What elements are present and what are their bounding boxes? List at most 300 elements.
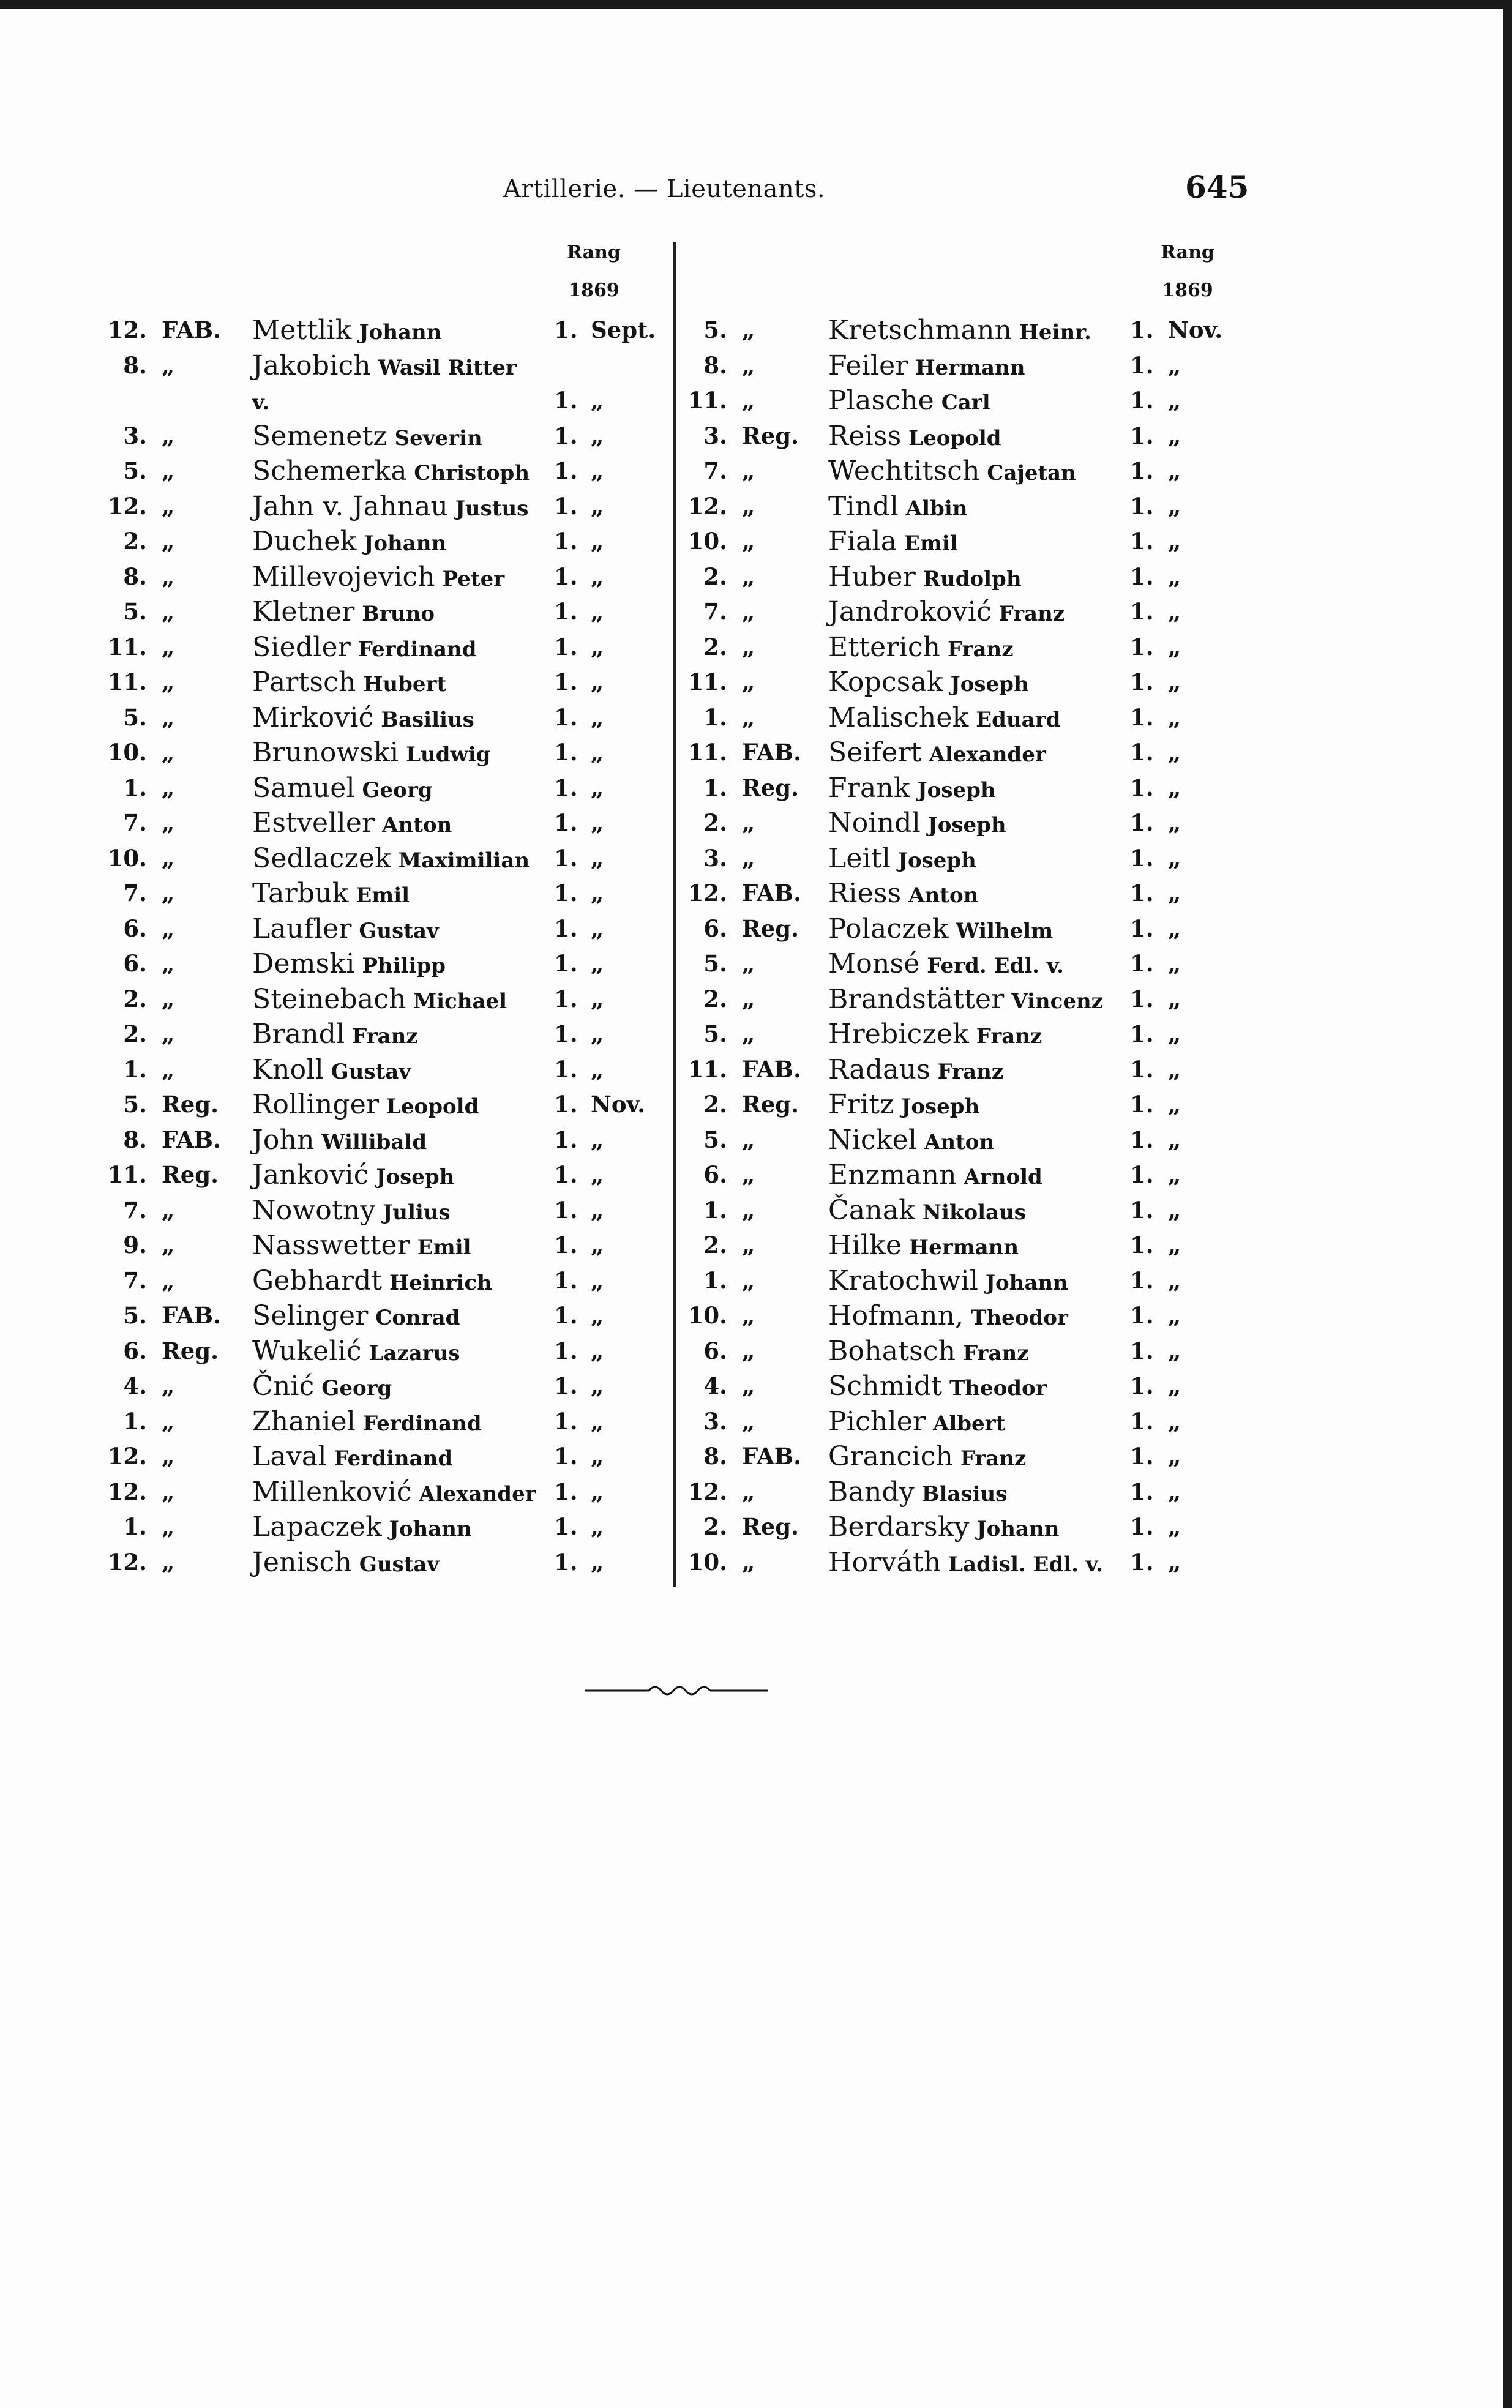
- surname: Hilke: [828, 1230, 902, 1261]
- rank-day: 1.: [1130, 1443, 1154, 1470]
- officer-entry: [98, 735, 722, 771]
- unit-type: „: [162, 528, 175, 555]
- officer-entry: [98, 982, 722, 1017]
- regiment-number: 5.: [123, 1091, 147, 1118]
- surname: Jakobich: [252, 350, 371, 381]
- unit-type: „: [162, 457, 175, 484]
- unit-type: „: [162, 985, 175, 1012]
- unit-type: „: [742, 1266, 755, 1294]
- officer-entry: [678, 348, 1303, 384]
- officer-entry: [678, 524, 1303, 559]
- officer-name: [828, 1228, 1019, 1266]
- rank-day: 1.: [1130, 528, 1154, 555]
- rank-day: 1.: [1130, 703, 1154, 731]
- given-name: Joseph: [901, 1094, 980, 1119]
- rank-month: „: [1168, 1196, 1181, 1224]
- regiment-number: 2.: [123, 985, 147, 1012]
- rank-month: „: [1168, 1161, 1181, 1188]
- unit-type: „: [742, 633, 755, 660]
- given-name: Justus: [455, 496, 529, 521]
- rank-day: 1.: [554, 880, 578, 907]
- unit-type: „: [162, 1443, 175, 1470]
- officer-name: [828, 1298, 1068, 1336]
- rank-month: „: [591, 1196, 604, 1224]
- surname: Mirković: [252, 701, 374, 733]
- surname: Feiler: [828, 350, 908, 381]
- officer-entry: [98, 524, 722, 559]
- unit-type: „: [742, 492, 755, 520]
- officer-name: [828, 1475, 1007, 1512]
- unit-type: FAB.: [162, 1126, 221, 1153]
- officer-name: [252, 1052, 411, 1090]
- given-name: Franz: [352, 1024, 418, 1049]
- rank-month: „: [1168, 1513, 1181, 1540]
- officer-entry: [98, 1087, 722, 1123]
- surname: Duchek: [252, 526, 357, 557]
- surname: Hofmann,: [828, 1300, 964, 1331]
- regiment-number: 6.: [123, 1337, 147, 1364]
- officer-entry: [98, 1228, 722, 1263]
- officer-entry: [98, 1545, 722, 1580]
- rank-month: „: [591, 1126, 604, 1153]
- surname: Čnić: [252, 1370, 315, 1402]
- surname: Laufler: [252, 913, 352, 944]
- rank-day: 1.: [1130, 1020, 1154, 1047]
- regiment-number: 12.: [107, 1478, 147, 1505]
- rank-day: 1.: [554, 1161, 578, 1188]
- officer-name: [252, 771, 433, 809]
- officer-entry: [678, 946, 1303, 982]
- surname: Monsé: [828, 948, 920, 979]
- given-name: Hermann: [908, 1235, 1019, 1260]
- regiment-number: 5.: [703, 316, 727, 343]
- unit-type: FAB.: [742, 1443, 801, 1470]
- rank-month: „: [1168, 1407, 1181, 1435]
- unit-type: „: [162, 880, 175, 907]
- surname: Samuel: [252, 772, 355, 804]
- surname: Nasswetter: [252, 1230, 411, 1261]
- rank-month: „: [591, 950, 604, 977]
- rank-day: 1.: [554, 668, 578, 695]
- regiment-number: 5.: [123, 457, 147, 484]
- running-title: Artillerie. — Lieutenants.: [503, 175, 826, 203]
- regiment-number: 7.: [703, 457, 727, 484]
- rank-day: 1.: [554, 1372, 578, 1399]
- rank-day: 1.: [1130, 668, 1154, 695]
- officer-name: [252, 630, 477, 668]
- rank-month: „: [591, 774, 604, 801]
- rank-day: 1.: [1130, 985, 1154, 1012]
- officer-entry: [678, 876, 1303, 911]
- surname: Zhaniel: [252, 1405, 356, 1437]
- officer-entry: [98, 946, 722, 982]
- regiment-number: 2.: [703, 563, 727, 590]
- rank-month: „: [591, 422, 604, 449]
- unit-type: „: [162, 809, 175, 836]
- officer-name: [828, 982, 1103, 1020]
- officer-entry: [98, 313, 722, 348]
- rank-month: „: [591, 387, 604, 414]
- regiment-number: 4.: [123, 1372, 147, 1399]
- officer-entry: [98, 489, 722, 525]
- surname: Leitl: [828, 842, 891, 874]
- officer-name: [828, 1193, 1026, 1231]
- surname: Jandroković: [828, 596, 992, 627]
- surname: Etterich: [828, 631, 941, 663]
- officer-entry: [678, 982, 1303, 1017]
- unit-type: „: [162, 1020, 175, 1047]
- rank-month: „: [1168, 703, 1181, 731]
- rank-day: 1.: [1130, 1302, 1154, 1329]
- unit-type: FAB.: [162, 316, 221, 343]
- surname: Wukelić: [252, 1335, 362, 1367]
- unit-type: „: [162, 914, 175, 942]
- regiment-number: 4.: [703, 1372, 727, 1399]
- regiment-number: 12.: [107, 316, 147, 343]
- regiment-number: 2.: [703, 1513, 727, 1540]
- rank-day: 1.: [1130, 809, 1154, 836]
- regiment-number: 5.: [123, 703, 147, 731]
- rank-month: „: [591, 492, 604, 520]
- surname: Bohatsch: [828, 1335, 956, 1367]
- officer-name: [252, 1545, 439, 1583]
- rank-day: 1.: [554, 1232, 578, 1258]
- officer-entry: [98, 348, 722, 384]
- officer-name: [828, 1545, 1103, 1583]
- rank-month: „: [591, 1548, 604, 1576]
- rank-day: 1.: [554, 1513, 578, 1540]
- officer-entry: [678, 1052, 1303, 1088]
- rank-day: 1.: [1130, 1407, 1154, 1435]
- unit-type: „: [162, 1232, 175, 1258]
- regiment-number: 3.: [703, 422, 727, 449]
- surname: Polaczek: [828, 913, 949, 944]
- surname: Kretschmann: [828, 315, 1012, 346]
- regiment-number: 2.: [123, 1020, 147, 1047]
- officer-entry: [678, 1545, 1303, 1580]
- rank-day: 1.: [1130, 422, 1154, 449]
- officer-name: [252, 1087, 479, 1125]
- regiment-number: 2.: [703, 985, 727, 1012]
- officer-name: [252, 1228, 471, 1266]
- surname: Kopcsak: [828, 667, 943, 698]
- officer-entry: [98, 630, 722, 665]
- given-name: Severin: [394, 425, 482, 451]
- rank-month: „: [1168, 739, 1181, 766]
- rank-day: 1.: [1130, 563, 1154, 590]
- officer-name: [828, 348, 1025, 386]
- regiment-number: 6.: [703, 914, 727, 942]
- rank-month: „: [591, 1372, 604, 1399]
- unit-type: „: [162, 668, 175, 695]
- rank-month: „: [591, 1266, 604, 1294]
- rank-month: „: [1168, 351, 1181, 379]
- surname: Mettlik: [252, 315, 352, 346]
- given-name: Hermann: [915, 355, 1025, 380]
- unit-type: Reg.: [742, 1091, 799, 1118]
- officer-entry: [678, 806, 1303, 841]
- officer-entry: [678, 1193, 1303, 1228]
- rank-day: 1.: [1130, 1548, 1154, 1576]
- officer-name: [828, 1334, 1029, 1372]
- regiment-number: 1.: [123, 1513, 147, 1540]
- rank-month: „: [1168, 1337, 1181, 1364]
- given-name: Ferdinand: [362, 1411, 482, 1436]
- regiment-number: 7.: [123, 1266, 147, 1294]
- rank-month: „: [1168, 492, 1181, 520]
- rank-day: 1.: [1130, 1513, 1154, 1540]
- officer-entry: [98, 383, 722, 419]
- left-column: [98, 313, 722, 1580]
- surname: Steinebach: [252, 983, 406, 1015]
- given-name: Ferdinand: [334, 1446, 453, 1471]
- rang-label: Rang: [1161, 242, 1214, 263]
- officer-name: [828, 735, 1046, 773]
- regiment-number: 3.: [123, 422, 147, 449]
- given-name: Johann: [976, 1517, 1060, 1541]
- rang-header-right: [1151, 234, 1224, 310]
- rank-day: 1.: [554, 1266, 578, 1294]
- officer-entry: [98, 841, 722, 877]
- rank-day: 1.: [1130, 1337, 1154, 1364]
- regiment-number: 5.: [703, 1126, 727, 1153]
- rank-day: 1.: [1130, 457, 1154, 484]
- regiment-number: 8.: [123, 351, 147, 379]
- unit-type: „: [162, 739, 175, 766]
- unit-type: „: [162, 1266, 175, 1294]
- rank-day: 1.: [554, 633, 578, 660]
- rank-month: „: [591, 985, 604, 1012]
- rank-month: „: [591, 598, 604, 625]
- surname: Millevojevich: [252, 561, 435, 593]
- officer-entry: [98, 1475, 722, 1510]
- rank-day: 1.: [554, 422, 578, 449]
- rank-day: 1.: [554, 1091, 578, 1118]
- surname: Reiss: [828, 420, 902, 452]
- given-name: Albin: [905, 496, 968, 521]
- rang-year: 1869: [568, 280, 619, 301]
- rank-day: 1.: [1130, 351, 1154, 379]
- officer-name: [252, 1404, 482, 1442]
- surname: Sedlaczek: [252, 842, 391, 874]
- unit-type: „: [742, 1407, 755, 1435]
- officer-name: [828, 524, 958, 562]
- regiment-number: 10.: [687, 528, 727, 555]
- surname: Brandl: [252, 1019, 345, 1050]
- rank-month: „: [591, 1302, 604, 1329]
- given-name: Vincenz: [1011, 989, 1103, 1014]
- officer-name: [252, 454, 530, 492]
- regiment-number: 12.: [687, 1478, 727, 1505]
- officer-entry: [678, 700, 1303, 736]
- rank-month: „: [1168, 457, 1181, 484]
- given-name: Joseph: [897, 848, 976, 873]
- officer-name: [828, 946, 1064, 984]
- unit-type: „: [742, 598, 755, 625]
- officer-name: [828, 630, 1014, 668]
- given-name: Maximilian: [398, 848, 530, 873]
- surname: Plasche: [828, 385, 934, 416]
- officer-name: [252, 383, 269, 421]
- unit-type: „: [742, 703, 755, 731]
- given-name: Philipp: [362, 954, 446, 978]
- given-name: Basilius: [381, 707, 474, 732]
- officer-entry: [98, 665, 722, 700]
- unit-type: „: [162, 950, 175, 977]
- rank-month: „: [591, 914, 604, 942]
- surname: Siedler: [252, 631, 351, 663]
- rank-month: „: [1168, 914, 1181, 942]
- officer-name: [252, 419, 482, 457]
- rank-day: 1.: [554, 1055, 578, 1083]
- surname: Horváth: [828, 1546, 941, 1578]
- officer-name: [252, 594, 435, 632]
- officer-name: [828, 383, 990, 421]
- officer-name: [252, 1475, 536, 1512]
- unit-type: „: [742, 950, 755, 977]
- rank-month: „: [1168, 1020, 1181, 1047]
- rank-day: 1.: [1130, 1232, 1154, 1258]
- regiment-number: 12.: [107, 1548, 147, 1576]
- rank-day: 1.: [1130, 880, 1154, 907]
- rank-day: 1.: [554, 1302, 578, 1329]
- surname: Jenisch: [252, 1546, 353, 1578]
- surname: Enzmann: [828, 1159, 957, 1191]
- regiment-number: 1.: [703, 774, 727, 801]
- surname: Malischek: [828, 701, 969, 733]
- rank-day: 1.: [1130, 387, 1154, 414]
- officer-entry: [678, 559, 1303, 595]
- officer-name: [252, 348, 517, 386]
- officer-name: [252, 1509, 472, 1547]
- surname: Fritz: [828, 1089, 894, 1120]
- regiment-number: 1.: [703, 1266, 727, 1294]
- officer-name: [252, 1334, 460, 1372]
- officer-name: [828, 665, 1029, 703]
- regiment-number: 5.: [703, 1020, 727, 1047]
- rank-day: 1.: [554, 914, 578, 942]
- officer-entry: [678, 313, 1303, 348]
- rank-day: 1.: [1130, 1161, 1154, 1188]
- given-name: Johann: [389, 1517, 472, 1541]
- end-ornament: [585, 1677, 768, 1702]
- officer-name: [828, 594, 1065, 632]
- given-name: Eduard: [976, 707, 1061, 732]
- surname: Tindl: [828, 490, 899, 522]
- regiment-number: 5.: [123, 1302, 147, 1329]
- officer-name: [252, 1263, 492, 1301]
- rank-month: „: [591, 844, 604, 872]
- officer-entry: [98, 1263, 722, 1299]
- rank-day: 1.: [1130, 739, 1154, 766]
- rank-day: 1.: [554, 985, 578, 1012]
- surname: Millenković: [252, 1476, 412, 1508]
- rank-day: 1.: [554, 774, 578, 801]
- rank-month: „: [591, 457, 604, 484]
- regiment-number: 7.: [123, 1196, 147, 1224]
- given-name: Anton: [924, 1129, 995, 1154]
- officer-name: [252, 665, 446, 703]
- rank-month: „: [1168, 880, 1181, 907]
- unit-type: „: [162, 492, 175, 520]
- right-column: [678, 313, 1303, 1580]
- officer-name: [828, 806, 1006, 843]
- given-name: Theodor: [971, 1306, 1068, 1330]
- regiment-number: 1.: [123, 1055, 147, 1083]
- regiment-number: 2.: [123, 528, 147, 555]
- rank-month: „: [1168, 1266, 1181, 1294]
- given-name: Johann: [359, 320, 442, 345]
- officer-entry: [678, 1228, 1303, 1263]
- given-name: Gustav: [359, 1552, 440, 1577]
- given-name: Joseph: [376, 1165, 455, 1189]
- unit-type: Reg.: [742, 774, 799, 801]
- officer-entry: [678, 383, 1303, 419]
- rank-month: „: [1168, 633, 1181, 660]
- surname: Janković: [252, 1159, 369, 1191]
- regiment-number: 3.: [703, 844, 727, 872]
- officer-name: [828, 1439, 1026, 1477]
- officer-entry: [678, 1475, 1303, 1510]
- regiment-number: 8.: [123, 1126, 147, 1153]
- rank-day: 1.: [1130, 914, 1154, 942]
- unit-type: „: [742, 1478, 755, 1505]
- unit-type: Reg.: [742, 422, 799, 449]
- officer-name: [828, 1509, 1059, 1547]
- officer-entry: [678, 1263, 1303, 1299]
- officer-entry: [678, 594, 1303, 630]
- unit-type: „: [162, 774, 175, 801]
- regiment-number: 1.: [703, 703, 727, 731]
- rank-month: „: [1168, 422, 1181, 449]
- given-name: Willibald: [321, 1129, 427, 1154]
- unit-type: FAB.: [742, 739, 801, 766]
- surname: Rollinger: [252, 1089, 380, 1120]
- unit-type: Reg.: [742, 1513, 799, 1540]
- surname: Lapaczek: [252, 1511, 382, 1542]
- unit-type: „: [162, 598, 175, 625]
- rank-day: 1.: [554, 1548, 578, 1576]
- rank-day: 1.: [554, 492, 578, 520]
- rank-day: 1.: [554, 703, 578, 731]
- officer-entry: [678, 1157, 1303, 1193]
- unit-type: „: [162, 1513, 175, 1540]
- rank-day: 1.: [554, 457, 578, 484]
- officer-name: [252, 1193, 451, 1231]
- rank-day: 1.: [554, 316, 578, 343]
- rank-month: „: [591, 528, 604, 555]
- officer-entry: [98, 911, 722, 947]
- rank-month: Nov.: [1168, 316, 1223, 343]
- officer-name: [828, 700, 1060, 738]
- given-name: Franz: [963, 1340, 1029, 1366]
- officer-name: [828, 841, 976, 879]
- given-name: Ferdinand: [357, 637, 477, 662]
- given-name: Ladisl. Edl. v.: [948, 1552, 1103, 1577]
- officer-name: [252, 841, 530, 879]
- rank-month: Nov.: [591, 1091, 646, 1118]
- officer-entry: [98, 771, 722, 806]
- rank-month: „: [1168, 387, 1181, 414]
- regiment-number: 1.: [123, 1407, 147, 1435]
- regiment-number: 8.: [703, 351, 727, 379]
- regiment-number: 5.: [703, 950, 727, 977]
- given-name: Christoph: [414, 461, 530, 485]
- regiment-number: 12.: [687, 492, 727, 520]
- rank-day: 1.: [1130, 633, 1154, 660]
- given-name: Gustav: [359, 918, 439, 943]
- rang-year: 1869: [1162, 280, 1213, 301]
